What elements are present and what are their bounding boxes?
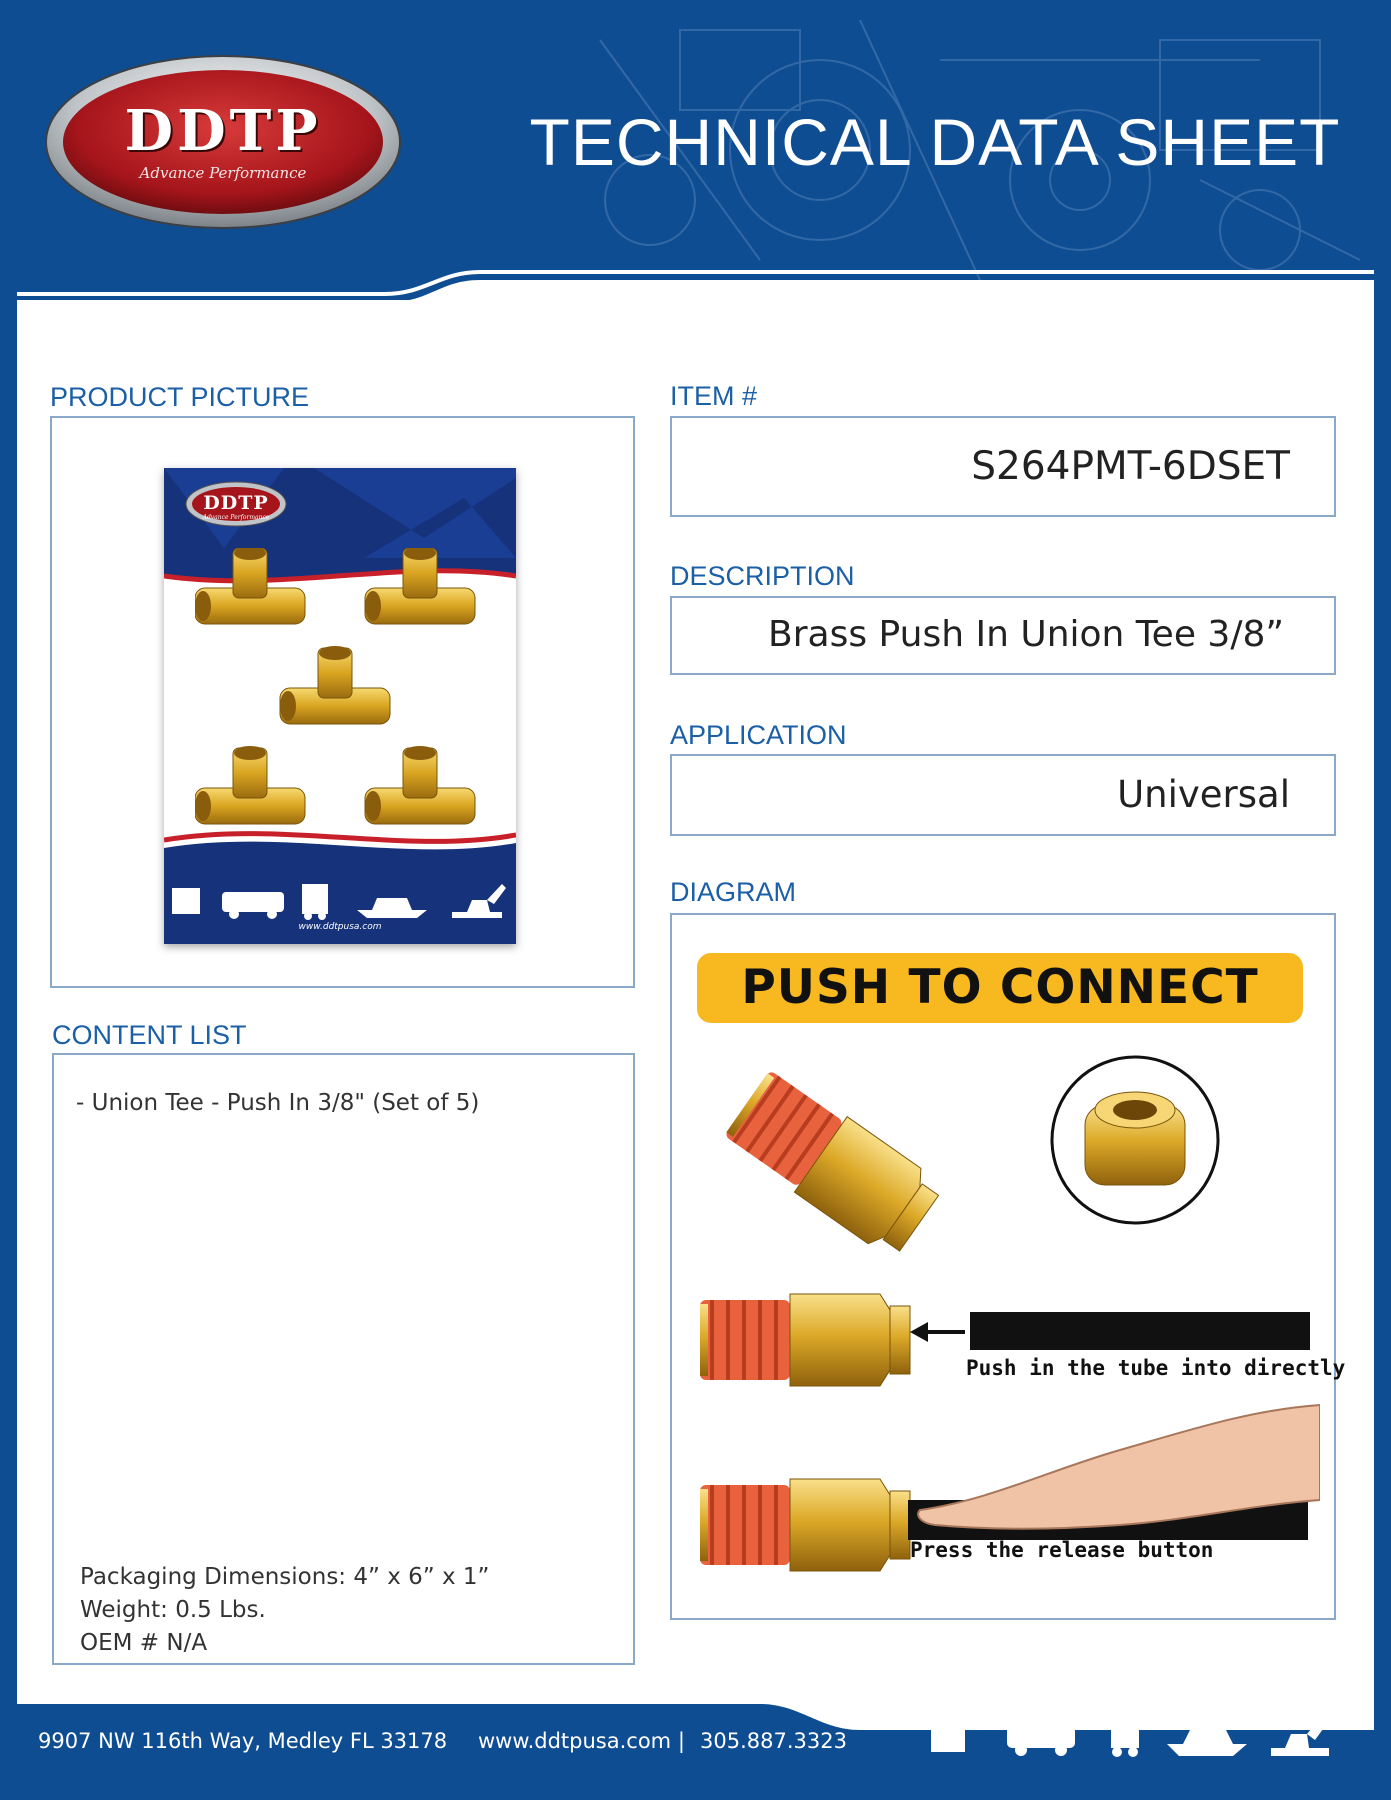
bus-icon — [1007, 1722, 1075, 1756]
yacht-icon — [1167, 1728, 1247, 1756]
logo-tagline: Advance Performance — [139, 164, 307, 182]
item-number-value: S264PMT-6DSET — [971, 444, 1290, 489]
packaging-dimensions: Packaging Dimensions: 4” x 6” x 1” — [80, 1564, 490, 1590]
package-tagline: Advance Performance — [202, 514, 270, 521]
brass-union-tee-icon — [195, 548, 495, 853]
oem-number: OEM # N/A — [80, 1630, 208, 1656]
header-wave — [0, 270, 1391, 330]
content-list-label: CONTENT LIST — [52, 1020, 247, 1050]
fitting-diagram — [690, 1030, 1320, 1610]
excavator-icon — [1271, 1712, 1331, 1756]
footer-phone[interactable]: 305.887.3323 — [700, 1729, 847, 1753]
caption-push-tube: Push in the tube into directly — [966, 1356, 1346, 1380]
application-value: Universal — [1117, 773, 1290, 816]
truck-icon — [1111, 1708, 1139, 1757]
description-value: Brass Push In Union Tee 3/8” — [768, 614, 1284, 655]
diagram-label: DIAGRAM — [670, 877, 797, 907]
footer-website[interactable]: www.ddtpusa.com | — [478, 1729, 685, 1753]
package-logo-text: DDTP — [203, 492, 269, 514]
push-to-connect-text: PUSH TO CONNECT — [741, 960, 1259, 1015]
weight: Weight: 0.5 Lbs. — [80, 1597, 266, 1623]
generator-icon — [931, 1708, 965, 1752]
package-vehicle-icons — [172, 880, 508, 922]
package-url: www.ddtpusa.com — [298, 922, 382, 932]
description-label: DESCRIPTION — [670, 561, 855, 591]
footer-icons — [925, 1700, 1335, 1766]
footer-address: 9907 NW 116th Way, Medley FL 33178 — [38, 1729, 448, 1753]
logo-text: DDTP — [124, 98, 322, 164]
content-list-item: - Union Tee - Push In 3/8" (Set of 5) — [76, 1090, 480, 1116]
product-picture-label: PRODUCT PICTURE — [50, 382, 310, 412]
caption-release-button: Press the release button — [910, 1538, 1214, 1562]
page-title: TECHNICAL DATA SHEET — [529, 105, 1341, 179]
item-number-label: ITEM # — [670, 381, 758, 411]
application-label: APPLICATION — [670, 720, 847, 750]
